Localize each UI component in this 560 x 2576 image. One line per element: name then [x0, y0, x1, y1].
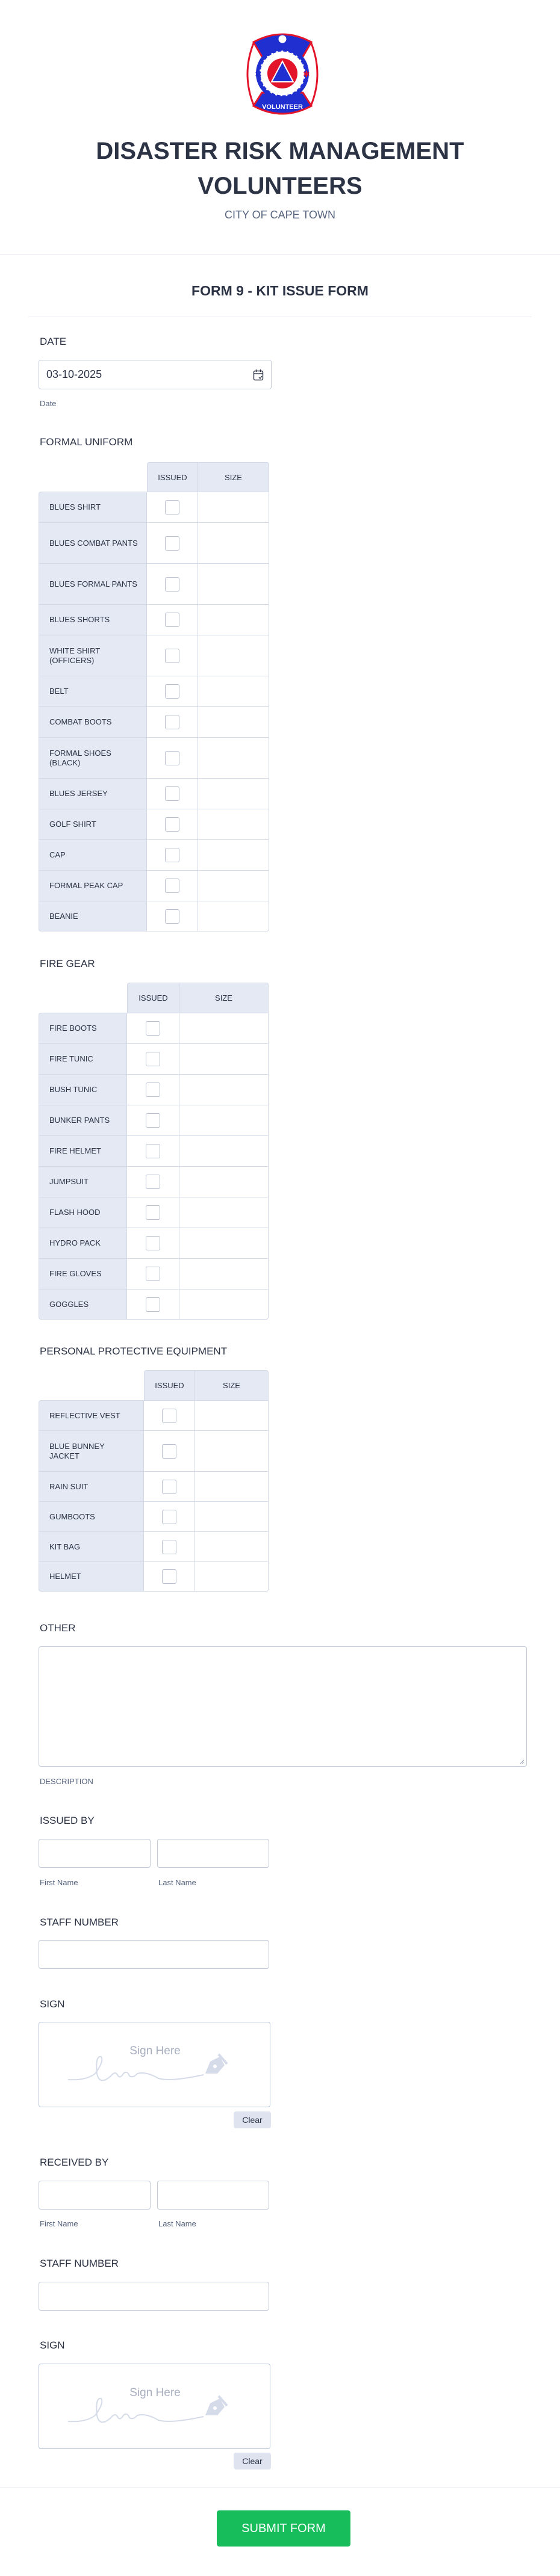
resize-handle-icon[interactable] — [520, 1759, 524, 1764]
issued-by-clear-button[interactable]: Clear — [234, 2111, 271, 2128]
received-by-last-name-sublabel: Last Name — [158, 2219, 196, 2228]
issued-cell — [127, 1258, 179, 1289]
issued-cell — [144, 1561, 195, 1592]
table-row — [39, 492, 269, 522]
form-title: FORM 9 - KIT ISSUE FORM — [191, 283, 369, 298]
row-label: HELMET — [39, 1561, 144, 1592]
table-row — [39, 1430, 269, 1471]
issued-cell — [147, 492, 198, 522]
table-row — [39, 1135, 269, 1166]
issued-by-staff-number-label: STAFF NUMBER — [40, 1917, 119, 1928]
issued-checkbox[interactable] — [146, 1083, 160, 1097]
table-row — [39, 676, 269, 706]
issued-cell — [147, 737, 198, 778]
issued-checkbox[interactable] — [146, 1205, 160, 1220]
formal-uniform-table — [39, 462, 269, 931]
empty-corner — [39, 1370, 144, 1400]
issued-cell — [147, 563, 198, 604]
table-row — [39, 1471, 269, 1501]
received-by-signature-pad[interactable] — [39, 2364, 270, 2449]
issued-checkbox[interactable] — [165, 751, 179, 765]
issued-cell — [147, 870, 198, 901]
column-header-issued: ISSUED — [127, 983, 179, 1013]
column-header-size: SIZE — [179, 983, 269, 1013]
issued-by-first-name-input[interactable] — [39, 1839, 151, 1868]
size-input-cell[interactable] — [179, 1289, 269, 1320]
issued-cell — [127, 1135, 179, 1166]
issued-checkbox[interactable] — [165, 715, 179, 729]
received-by-first-name-input[interactable] — [39, 2181, 151, 2210]
table-row — [39, 1043, 269, 1074]
table-row — [39, 870, 269, 901]
column-header-size: SIZE — [198, 462, 269, 492]
issued-checkbox[interactable] — [165, 909, 179, 924]
row-label: BELT — [39, 676, 147, 706]
table-row — [39, 1258, 269, 1289]
column-header-issued: ISSUED — [147, 462, 198, 492]
received-by-clear-button[interactable]: Clear — [234, 2453, 271, 2469]
sign-here-placeholder: Sign Here — [129, 2386, 181, 2399]
issued-checkbox[interactable] — [165, 786, 179, 801]
row-label: GOGGLES — [39, 1289, 127, 1320]
table-row — [39, 1501, 269, 1531]
size-input-cell[interactable] — [179, 1135, 269, 1166]
row-label: BUSH TUNIC — [39, 1074, 127, 1105]
date-value: 03-10-2025 — [46, 368, 102, 380]
table-row — [39, 1289, 269, 1320]
size-input-cell[interactable] — [195, 1400, 269, 1430]
issued-by-signature-pad[interactable] — [39, 2022, 270, 2107]
row-label: GOLF SHIRT — [39, 809, 147, 839]
table-row — [39, 737, 269, 778]
size-input-cell[interactable] — [198, 604, 269, 635]
page-subtitle: CITY OF CAPE TOWN — [224, 209, 336, 221]
size-input-cell[interactable] — [198, 563, 269, 604]
row-label: REFLECTIVE VEST — [39, 1400, 144, 1430]
size-input-cell[interactable] — [198, 737, 269, 778]
issued-cell — [147, 522, 198, 563]
issued-cell — [144, 1501, 195, 1531]
date-label: DATE — [40, 336, 67, 347]
size-input-cell[interactable] — [179, 1105, 269, 1135]
issued-checkbox[interactable] — [165, 848, 179, 862]
table-header-row — [39, 462, 269, 492]
row-label: WHITE SHIRT (OFFICERS) — [39, 635, 147, 676]
description-sublabel: DESCRIPTION — [40, 1777, 93, 1786]
issued-checkbox[interactable] — [162, 1480, 176, 1494]
signature-pen-icon — [68, 2043, 243, 2092]
svg-text:VOLUNTEER: VOLUNTEER — [262, 103, 303, 111]
description-textarea[interactable] — [39, 1646, 527, 1767]
size-input-cell[interactable] — [179, 1043, 269, 1074]
row-label: BEANIE — [39, 901, 147, 931]
size-input-cell[interactable] — [179, 1197, 269, 1228]
table-row — [39, 706, 269, 737]
received-by-staff-number-input[interactable] — [39, 2282, 269, 2311]
issued-checkbox[interactable] — [165, 536, 179, 551]
issued-checkbox[interactable] — [162, 1444, 176, 1459]
column-header-size: SIZE — [195, 1370, 269, 1400]
size-input-cell[interactable] — [198, 492, 269, 522]
issued-cell — [147, 778, 198, 809]
calendar-icon[interactable] — [253, 369, 264, 381]
issued-by-last-name-input[interactable] — [157, 1839, 269, 1868]
issued-cell — [147, 839, 198, 870]
empty-corner — [39, 983, 127, 1013]
size-input-cell[interactable] — [179, 1258, 269, 1289]
issued-cell — [127, 1197, 179, 1228]
page-title — [0, 134, 560, 203]
issued-checkbox[interactable] — [165, 649, 179, 663]
size-input-cell[interactable] — [198, 706, 269, 737]
size-input-cell[interactable] — [198, 870, 269, 901]
size-input-cell[interactable] — [195, 1561, 269, 1592]
row-label: FLASH HOOD — [39, 1197, 127, 1228]
issued-cell — [127, 1105, 179, 1135]
issued-checkbox[interactable] — [165, 879, 179, 893]
size-input-cell[interactable] — [179, 1013, 269, 1043]
title-line-1: DISASTER RISK MANAGEMENT — [96, 138, 464, 164]
issued-cell — [144, 1430, 195, 1471]
table-row — [39, 1166, 269, 1197]
svg-text:✖: ✖ — [255, 70, 262, 79]
issued-cell — [144, 1531, 195, 1561]
row-label: BLUES JERSEY — [39, 778, 147, 809]
table-row — [39, 522, 269, 563]
size-input-cell[interactable] — [195, 1531, 269, 1561]
sign-here-placeholder: Sign Here — [129, 2045, 181, 2057]
row-label: BLUES SHORTS — [39, 604, 147, 635]
column-header-issued: ISSUED — [144, 1370, 195, 1400]
date-input[interactable] — [39, 360, 272, 389]
table-row — [39, 604, 269, 635]
issued-by-last-name-sublabel: Last Name — [158, 1878, 196, 1887]
table-header-row — [39, 1370, 269, 1400]
issued-cell — [127, 1013, 179, 1043]
issued-by-staff-number-input[interactable] — [39, 1940, 269, 1969]
issued-cell — [147, 676, 198, 706]
issued-checkbox[interactable] — [162, 1540, 176, 1554]
issued-checkbox[interactable] — [165, 500, 179, 514]
table-row — [39, 901, 269, 931]
size-input-cell[interactable] — [179, 1166, 269, 1197]
table-row — [39, 1074, 269, 1105]
received-by-last-name-input[interactable] — [157, 2181, 269, 2210]
submit-form-button[interactable]: SUBMIT FORM — [217, 2510, 350, 2547]
ppe-table — [39, 1370, 269, 1592]
received-by-label: RECEIVED BY — [40, 2157, 109, 2168]
issued-cell — [144, 1400, 195, 1430]
issued-checkbox[interactable] — [165, 817, 179, 832]
size-input-cell[interactable] — [179, 1228, 269, 1258]
issued-cell — [147, 635, 198, 676]
size-input-cell[interactable] — [195, 1501, 269, 1531]
row-label: BLUES SHIRT — [39, 492, 147, 522]
issued-checkbox[interactable] — [146, 1113, 160, 1128]
table-row — [39, 563, 269, 604]
issued-checkbox[interactable] — [146, 1144, 160, 1158]
fire-gear-table — [39, 983, 269, 1320]
issued-cell — [127, 1166, 179, 1197]
received-by-staff-number-label: STAFF NUMBER — [40, 2258, 119, 2269]
date-sublabel: Date — [40, 399, 57, 408]
size-input-cell[interactable] — [198, 778, 269, 809]
issued-cell — [147, 706, 198, 737]
row-label: FIRE BOOTS — [39, 1013, 127, 1043]
row-label: GUMBOOTS — [39, 1501, 144, 1531]
row-label: FORMAL SHOES (BLACK) — [39, 737, 147, 778]
size-input-cell[interactable] — [198, 839, 269, 870]
row-label: FORMAL PEAK CAP — [39, 870, 147, 901]
row-label: FIRE HELMET — [39, 1135, 127, 1166]
row-label: CAP — [39, 839, 147, 870]
signature-pen-icon — [68, 2385, 243, 2433]
row-label: BLUES FORMAL PANTS — [39, 563, 147, 604]
table-row — [39, 778, 269, 809]
table-row — [39, 1013, 269, 1043]
size-input-cell[interactable] — [195, 1430, 269, 1471]
issued-checkbox[interactable] — [146, 1297, 160, 1312]
issued-checkbox[interactable] — [162, 1510, 176, 1524]
row-label: JUMPSUIT — [39, 1166, 127, 1197]
table-row — [39, 635, 269, 676]
table-header-row — [39, 983, 269, 1013]
issued-cell — [147, 809, 198, 839]
table-row — [39, 1105, 269, 1135]
issued-checkbox[interactable] — [146, 1175, 160, 1189]
row-label: BLUE BUNNEY JACKET — [39, 1430, 144, 1471]
issued-checkbox[interactable] — [146, 1052, 160, 1066]
fire-gear-title: FIRE GEAR — [40, 958, 95, 969]
size-input-cell[interactable] — [179, 1074, 269, 1105]
issued-cell — [144, 1471, 195, 1501]
row-label: BUNKER PANTS — [39, 1105, 127, 1135]
row-label: FIRE GLOVES — [39, 1258, 127, 1289]
issued-cell — [147, 604, 198, 635]
row-label: HYDRO PACK — [39, 1228, 127, 1258]
issued-by-first-name-sublabel: First Name — [40, 1878, 78, 1887]
row-label: RAIN SUIT — [39, 1471, 144, 1501]
received-by-sign-label: SIGN — [40, 2340, 65, 2351]
issued-checkbox[interactable] — [146, 1236, 160, 1250]
row-label: FIRE TUNIC — [39, 1043, 127, 1074]
issued-by-label: ISSUED BY — [40, 1815, 95, 1826]
table-row — [39, 809, 269, 839]
issued-checkbox[interactable] — [146, 1267, 160, 1281]
formal-uniform-title: FORMAL UNIFORM — [40, 436, 133, 448]
received-by-first-name-sublabel: First Name — [40, 2219, 78, 2228]
table-row — [39, 1531, 269, 1561]
issued-cell — [147, 901, 198, 931]
size-input-cell[interactable] — [198, 901, 269, 931]
issued-checkbox[interactable] — [165, 577, 179, 591]
organization-logo — [240, 30, 325, 118]
title-line-2: VOLUNTEERS — [198, 173, 362, 199]
issued-cell — [127, 1074, 179, 1105]
row-label: COMBAT BOOTS — [39, 706, 147, 737]
table-row — [39, 1197, 269, 1228]
empty-corner — [39, 462, 147, 492]
row-label: KIT BAG — [39, 1531, 144, 1561]
issued-cell — [127, 1289, 179, 1320]
svg-text:✱: ✱ — [303, 70, 310, 79]
size-input-cell[interactable] — [198, 809, 269, 839]
issued-checkbox[interactable] — [162, 1569, 176, 1584]
table-row — [39, 839, 269, 870]
issued-checkbox[interactable] — [146, 1021, 160, 1036]
size-input-cell[interactable] — [198, 635, 269, 676]
issued-checkbox[interactable] — [165, 684, 179, 699]
other-label: OTHER — [40, 1622, 76, 1634]
issued-by-sign-label: SIGN — [40, 1998, 65, 2010]
row-label: BLUES COMBAT PANTS — [39, 522, 147, 563]
ppe-title: PERSONAL PROTECTIVE EQUIPMENT — [40, 1345, 228, 1357]
issued-checkbox[interactable] — [165, 613, 179, 627]
size-input-cell[interactable] — [198, 676, 269, 706]
table-row — [39, 1561, 269, 1592]
issued-cell — [127, 1043, 179, 1074]
issued-cell — [127, 1228, 179, 1258]
size-input-cell[interactable] — [195, 1471, 269, 1501]
size-input-cell[interactable] — [198, 522, 269, 563]
issued-checkbox[interactable] — [162, 1409, 176, 1423]
table-row — [39, 1228, 269, 1258]
table-row — [39, 1400, 269, 1430]
